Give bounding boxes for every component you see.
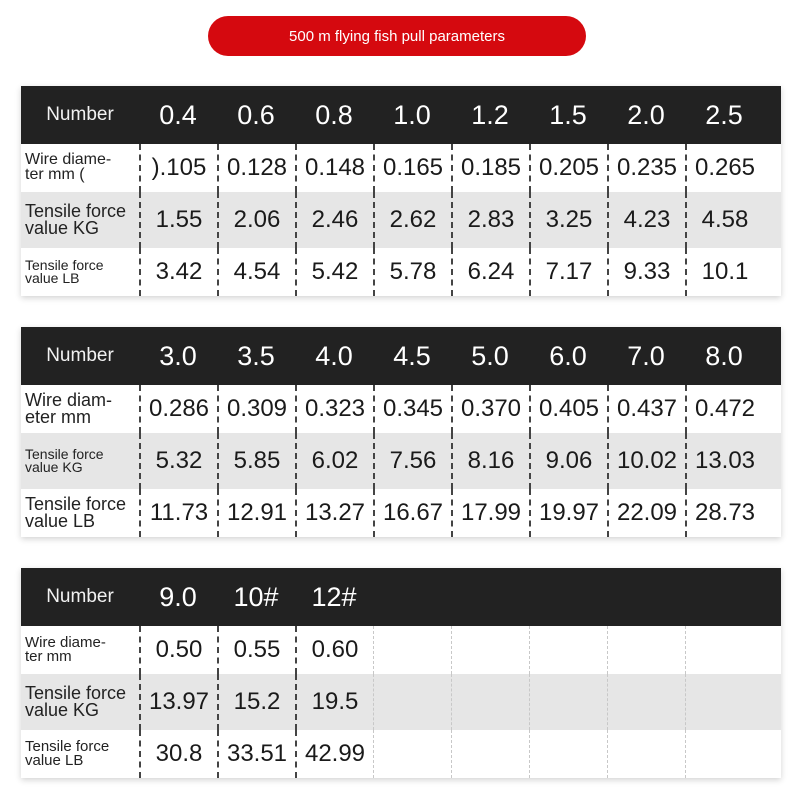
table-cell: 0.309 bbox=[217, 385, 295, 433]
table-cell: 0.235 bbox=[607, 144, 685, 192]
table-cell: 3.25 bbox=[529, 192, 607, 248]
table-cell: ).105 bbox=[139, 144, 217, 192]
table-cell: 12.91 bbox=[217, 489, 295, 537]
table-cell bbox=[373, 626, 451, 674]
line-number: 2.5 bbox=[705, 99, 743, 130]
line-number: 0.4 bbox=[159, 99, 197, 130]
row-label: Wire diame- ter mm ( bbox=[25, 151, 112, 183]
table-cell: 9.06 bbox=[529, 433, 607, 489]
row-label: Tensile force value LB bbox=[25, 494, 127, 531]
table-cell bbox=[373, 730, 451, 778]
table-cell: 0.128 bbox=[217, 144, 295, 192]
table-cell: 0.185 bbox=[451, 144, 529, 192]
table-cell: 2.83 bbox=[451, 192, 529, 248]
row-label: Tensile force value KG bbox=[25, 201, 127, 238]
row-label: Wire diam- eter mm bbox=[25, 390, 113, 427]
table-cell bbox=[685, 626, 763, 674]
wire-diameter-row bbox=[21, 144, 781, 192]
row-label: Tensile force value KG bbox=[25, 446, 104, 475]
table-cell: 0.265 bbox=[685, 144, 763, 192]
page-title-banner bbox=[208, 16, 586, 56]
row-label: Tensile force value KG bbox=[25, 683, 127, 720]
table-cell bbox=[685, 674, 763, 730]
header-label: Number bbox=[46, 345, 114, 366]
table-cell: 0.345 bbox=[373, 385, 451, 433]
row-label: Tensile force value LB bbox=[25, 257, 104, 286]
table-cell: 0.405 bbox=[529, 385, 607, 433]
table-cell: 22.09 bbox=[607, 489, 685, 537]
line-number: 0.8 bbox=[315, 99, 353, 130]
parameter-table-2 bbox=[21, 327, 781, 537]
table-cell: 0.148 bbox=[295, 144, 373, 192]
table-header-row bbox=[21, 86, 781, 144]
table-cell: 2.06 bbox=[217, 192, 295, 248]
page-title: 500 m flying fish pull parameters bbox=[289, 27, 505, 45]
parameter-table-1 bbox=[21, 86, 781, 296]
line-number: 3.0 bbox=[159, 340, 197, 371]
table-cell: 11.73 bbox=[139, 489, 217, 537]
table-cell: 6.02 bbox=[295, 433, 373, 489]
table-cell: 0.55 bbox=[217, 626, 295, 674]
line-number: 6.0 bbox=[549, 340, 587, 371]
table-cell bbox=[607, 730, 685, 778]
line-number: 1.5 bbox=[549, 99, 587, 130]
table-cell bbox=[373, 674, 451, 730]
table-cell: 4.54 bbox=[217, 248, 295, 296]
line-number: 1.0 bbox=[393, 99, 431, 130]
line-number: 10# bbox=[233, 581, 279, 612]
line-number: 0.6 bbox=[237, 99, 275, 130]
table-cell bbox=[529, 674, 607, 730]
table-cell: 0.205 bbox=[529, 144, 607, 192]
table-cell: 28.73 bbox=[685, 489, 763, 537]
table-cell: 5.85 bbox=[217, 433, 295, 489]
table-cell: 6.24 bbox=[451, 248, 529, 296]
table-cell bbox=[607, 626, 685, 674]
table-cell: 10.02 bbox=[607, 433, 685, 489]
wire-diameter-row bbox=[21, 626, 781, 674]
table-cell: 0.165 bbox=[373, 144, 451, 192]
table-header-row bbox=[21, 327, 781, 385]
line-number: 5.0 bbox=[471, 340, 509, 371]
table-cell: 19.97 bbox=[529, 489, 607, 537]
tensile-lb-row bbox=[21, 489, 781, 537]
table-cell: 19.5 bbox=[295, 674, 373, 730]
table-cell: 13.03 bbox=[685, 433, 763, 489]
line-number: 1.2 bbox=[471, 99, 509, 130]
tensile-lb-row bbox=[21, 248, 781, 296]
table-cell bbox=[451, 626, 529, 674]
line-number: 3.5 bbox=[237, 340, 275, 371]
table-cell: 13.27 bbox=[295, 489, 373, 537]
line-number: 8.0 bbox=[705, 340, 743, 371]
line-number: 9.0 bbox=[159, 581, 197, 612]
table-cell: 8.16 bbox=[451, 433, 529, 489]
header-label: Number bbox=[46, 586, 114, 607]
table-cell: 42.99 bbox=[295, 730, 373, 778]
tensile-kg-row bbox=[21, 674, 781, 730]
table-cell bbox=[607, 674, 685, 730]
table-cell: 0.323 bbox=[295, 385, 373, 433]
table-cell: 30.8 bbox=[139, 730, 217, 778]
table-cell: 2.46 bbox=[295, 192, 373, 248]
table-cell: 17.99 bbox=[451, 489, 529, 537]
table-cell: 1.55 bbox=[139, 192, 217, 248]
table-cell bbox=[529, 626, 607, 674]
table-cell: 5.32 bbox=[139, 433, 217, 489]
line-number: 4.0 bbox=[315, 340, 353, 371]
tensile-kg-row bbox=[21, 192, 781, 248]
table-cell: 2.62 bbox=[373, 192, 451, 248]
line-number: 2.0 bbox=[627, 99, 665, 130]
line-number: 4.5 bbox=[393, 340, 431, 371]
wire-diameter-row bbox=[21, 385, 781, 433]
header-label: Number bbox=[46, 104, 114, 125]
table-cell: 13.97 bbox=[139, 674, 217, 730]
table-cell bbox=[451, 730, 529, 778]
table-cell: 16.67 bbox=[373, 489, 451, 537]
table-cell: 0.50 bbox=[139, 626, 217, 674]
table-cell: 0.472 bbox=[685, 385, 763, 433]
row-label: Wire diame- ter mm bbox=[25, 634, 106, 665]
table-cell bbox=[451, 674, 529, 730]
parameter-table-3 bbox=[21, 568, 781, 778]
table-cell: 4.58 bbox=[685, 192, 763, 248]
tensile-kg-row bbox=[21, 433, 781, 489]
table-cell: 0.60 bbox=[295, 626, 373, 674]
table-cell: 0.286 bbox=[139, 385, 217, 433]
line-number: 7.0 bbox=[627, 340, 665, 371]
table-cell: 3.42 bbox=[139, 248, 217, 296]
table-cell: 5.42 bbox=[295, 248, 373, 296]
table-cell bbox=[529, 730, 607, 778]
table-cell: 10.1 bbox=[685, 248, 763, 296]
table-cell: 5.78 bbox=[373, 248, 451, 296]
row-label: Tensile force value LB bbox=[25, 738, 110, 769]
table-cell: 7.56 bbox=[373, 433, 451, 489]
table-cell: 9.33 bbox=[607, 248, 685, 296]
table-cell: 0.437 bbox=[607, 385, 685, 433]
table-cell: 4.23 bbox=[607, 192, 685, 248]
table-cell: 0.370 bbox=[451, 385, 529, 433]
table-cell: 7.17 bbox=[529, 248, 607, 296]
table-cell: 15.2 bbox=[217, 674, 295, 730]
table-header-row bbox=[21, 568, 781, 626]
tensile-lb-row bbox=[21, 730, 781, 778]
table-cell bbox=[685, 730, 763, 778]
table-cell: 33.51 bbox=[217, 730, 295, 778]
line-number: 12# bbox=[311, 581, 357, 612]
